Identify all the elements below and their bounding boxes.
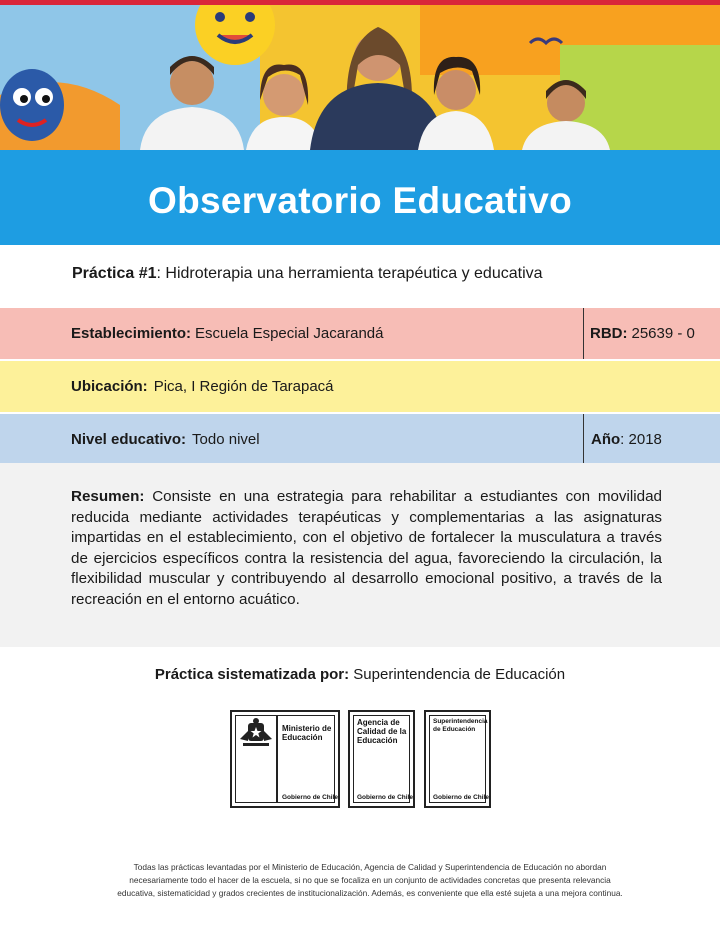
systematized-value: Superintendencia de Educación bbox=[353, 666, 566, 683]
establishment-row bbox=[0, 308, 720, 359]
location-label: Ubicación: bbox=[71, 378, 148, 395]
logo-ministerio-footer: Gobierno de Chile bbox=[282, 794, 338, 801]
rbd-cell bbox=[590, 308, 695, 359]
summary-section bbox=[0, 463, 720, 647]
logo-ministerio-name: Ministerio de Educación bbox=[282, 724, 332, 742]
level-cell bbox=[71, 414, 260, 465]
logo-superintendencia-name: Superintendencia de Educación bbox=[433, 718, 488, 733]
title-banner bbox=[0, 150, 720, 245]
establishment-label: Establecimiento: bbox=[71, 325, 192, 342]
level-row bbox=[0, 414, 720, 465]
rbd-value: 25639 - 0 bbox=[631, 325, 695, 342]
disclaimer-line: necesariamente todo el hacer de la escuela, si no que se focaliza en un conjunto de actividades concretas que presenta relevancia bbox=[129, 875, 611, 885]
systematized-by bbox=[0, 666, 720, 683]
header-photo-illustration bbox=[0, 5, 720, 150]
logo-agencia-name: Agencia de Calidad de la Educación bbox=[357, 718, 407, 745]
logo-superintendencia-footer: Gobierno de Chile bbox=[433, 794, 489, 801]
practice-label: Práctica #1 bbox=[72, 265, 157, 282]
logo-divider bbox=[276, 716, 278, 802]
header-photo bbox=[0, 5, 720, 150]
logo-ministerio bbox=[230, 710, 340, 808]
practice-heading bbox=[72, 265, 543, 283]
row-divider bbox=[583, 414, 584, 465]
summary-text: Consiste en una estrategia para rehabilitar a estudiantes con movilidad reducida mediante actividades terapéuticas y complementarias a las asignaturas impartidas en el establecimiento, con el objetivo de fortalecer la musculatura a través de ejercicios específicos contra la resistencia del agua, favoreciendo la circulación, la flexibilidad muscular y contribuyendo al desarrollo emocional positivo, a través de la recreación en el entorno acuático. bbox=[71, 488, 662, 608]
systematized-label: Práctica sistematizada por: bbox=[154, 666, 350, 683]
coat-of-arms-icon bbox=[237, 717, 275, 751]
disclaimer-footer bbox=[70, 861, 670, 900]
summary-paragraph bbox=[71, 487, 662, 610]
establishment-cell bbox=[71, 308, 383, 359]
row-divider bbox=[583, 308, 584, 359]
year-label: Año bbox=[591, 431, 621, 448]
logo-superintendencia bbox=[424, 710, 491, 808]
level-value: Todo nivel bbox=[192, 431, 260, 448]
rbd-label: RBD: bbox=[590, 325, 628, 342]
summary-label: Resumen: bbox=[71, 488, 145, 505]
location-cell bbox=[71, 361, 334, 412]
year-cell bbox=[591, 414, 662, 465]
year-value: : 2018 bbox=[620, 431, 662, 448]
page-title: Observatorio Educativo bbox=[148, 180, 572, 221]
practice-title: : Hidroterapia una herramienta terapéutica y educativa bbox=[156, 265, 543, 282]
logo-agencia-footer: Gobierno de Chile bbox=[357, 794, 413, 801]
location-value: Pica, I Región de Tarapacá bbox=[153, 378, 334, 395]
logo-agencia bbox=[348, 710, 415, 808]
level-label: Nivel educativo: bbox=[71, 431, 187, 448]
establishment-value: Escuela Especial Jacarandá bbox=[195, 325, 384, 342]
location-row bbox=[0, 361, 720, 412]
disclaimer-line: educativa, sistematicidad y grados crecientes de institucionalización. Además, es conveniente que ella esté sujeta a una mejora continua. bbox=[117, 888, 623, 898]
disclaimer-line: Todas las prácticas levantadas por el Ministerio de Educación, Agencia de Calidad y Superintendencia de Educación no abordan bbox=[133, 862, 607, 872]
